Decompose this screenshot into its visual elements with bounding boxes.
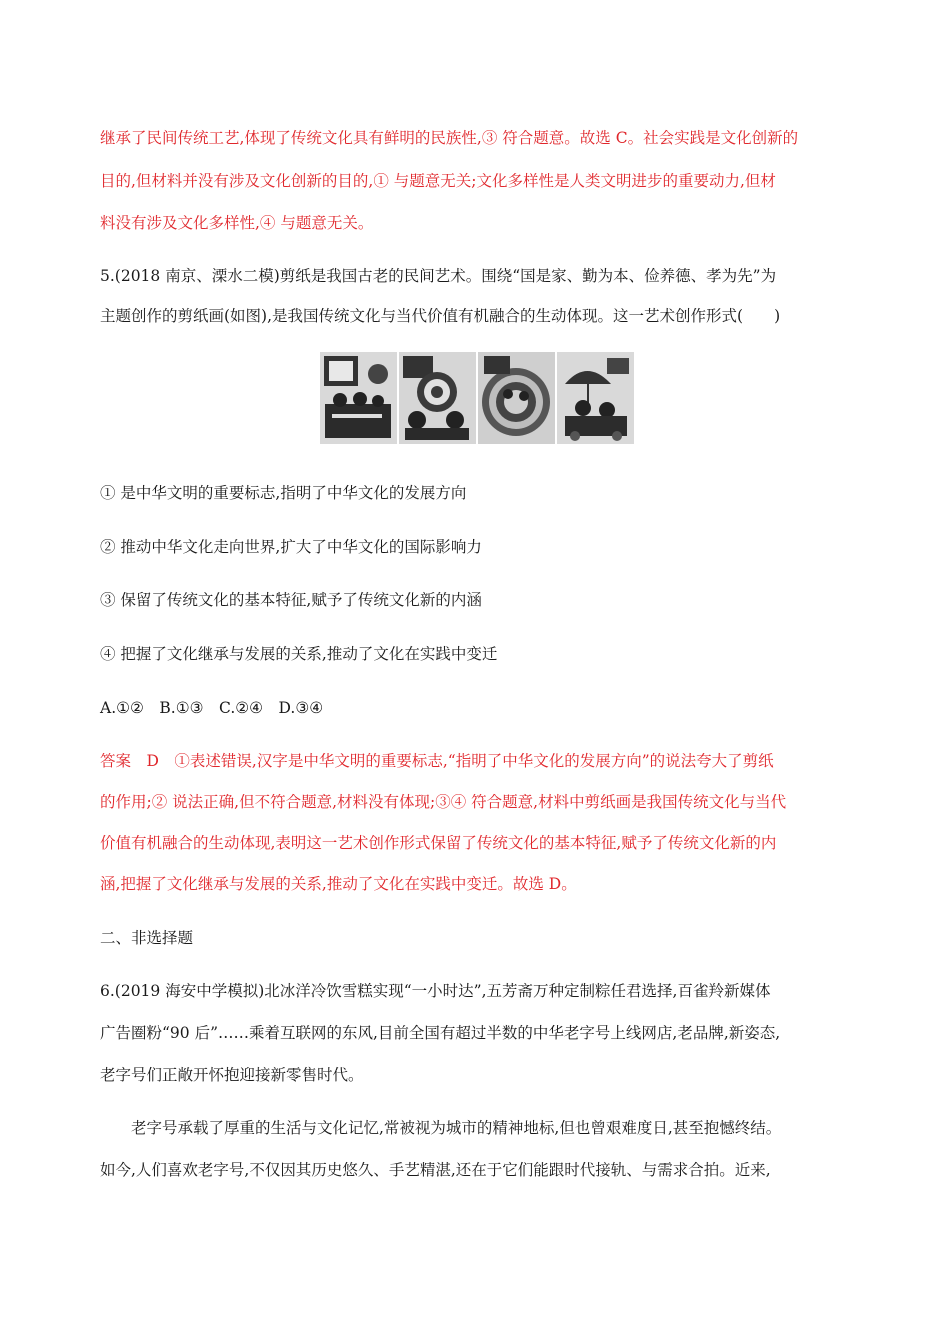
option-2: ② 推动中华文化走向世界,扩大了中华文化的国际影响力 (100, 538, 482, 556)
answer4-line-1: 继承了民间传统工艺,体现了传统文化具有鲜明的民族性,③ 符合题意。故选 C。社会实践是文化创新的 (100, 129, 799, 147)
paper-cut-image-1 (320, 352, 397, 444)
answer5-line-4: 涵,把握了文化继承与发展的关系,推动了文化在实践中变迁。故选 D。 (100, 875, 577, 893)
option-4: ④ 把握了文化继承与发展的关系,推动了文化在实践中变迁 (100, 645, 498, 663)
question5-line-1: 5.(2018 南京、溧水二模)剪纸是我国古老的民间艺术。围绕“国是家、勤为本、俭养德、孝为先”为 (100, 267, 777, 285)
question6-line-1: 6.(2019 海安中学模拟)北冰洋冷饮雪糕实现“一小时达”,五芳斋万种定制粽任君选择,百雀羚新媒体 (100, 982, 771, 1000)
question6-paragraph-line-1: 老字号承载了厚重的生活与文化记忆,常被视为城市的精神地标,但也曾艰难度日,甚至抱憾终结。 (100, 1119, 782, 1137)
paper-cut-image-2 (399, 352, 476, 444)
section-heading: 二、非选择题 (100, 929, 194, 947)
answer5-line-3: 价值有机融合的生动体现,表明这一艺术创作形式保留了传统文化的基本特征,赋予了传统文化新的内 (100, 834, 777, 852)
paper-cut-images (320, 352, 634, 446)
question6-line-3: 老字号们正敞开怀抱迎接新零售时代。 (100, 1066, 364, 1084)
question5-line-2: 主题创作的剪纸画(如图),是我国传统文化与当代价值有机融合的生动体现。这一艺术创作形式( ) (100, 307, 781, 325)
answer5-line-2: 的作用;② 说法正确,但不符合题意,材料没有体现;③④ 符合题意,材料中剪纸画是我国传统文化与当代 (100, 793, 787, 811)
paper-cut-image-4 (557, 352, 634, 444)
paper-cut-image-3 (478, 352, 555, 444)
option-1: ① 是中华文明的重要标志,指明了中华文化的发展方向 (100, 484, 467, 502)
question6-paragraph-line-2: 如今,人们喜欢老字号,不仅因其历史悠久、手艺精湛,还在于它们能跟时代接轨、与需求合拍。近来, (100, 1161, 771, 1179)
question6-line-2: 广告圈粉“90 后”……乘着互联网的东风,目前全国有超过半数的中华老字号上线网店,老品牌,新姿态, (100, 1024, 781, 1042)
answer5-line-1: 答案 D ①表述错误,汉字是中华文明的重要标志,“指明了中华文化的发展方向”的说法夸大了剪纸 (100, 752, 774, 770)
answer4-line-3: 料没有涉及文化多样性,④ 与题意无关。 (100, 214, 374, 232)
option-3: ③ 保留了传统文化的基本特征,赋予了传统文化新的内涵 (100, 591, 482, 609)
choices-line: A.①② B.①③ C.②④ D.③④ (100, 699, 324, 717)
answer4-line-2: 目的,但材料并没有涉及文化创新的目的,① 与题意无关;文化多样性是人类文明进步的重要动力,但材 (100, 172, 776, 190)
